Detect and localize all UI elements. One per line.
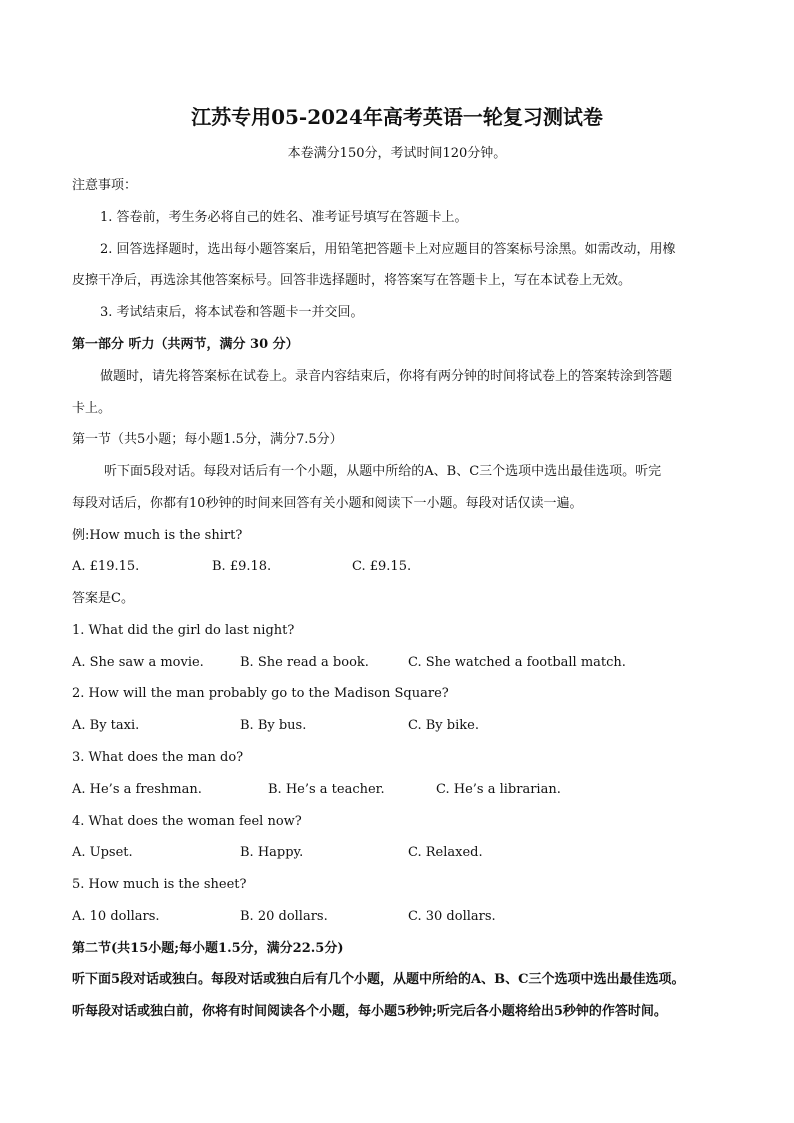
question-5-option-b: B. 20 dollars. (240, 909, 328, 924)
question-1: 1. What did the girl do last night? (72, 623, 295, 638)
question-2: 2. How will the man probably go to the Madison Square? (72, 686, 449, 701)
notice-item-3: 3. 考试结束后，将本试卷和答题卡一并交回。 (100, 305, 364, 320)
question-3-option-c: C. He’s a librarian. (436, 782, 561, 797)
example-option-c: C. £9.15. (352, 559, 412, 574)
example-answer: 答案是C。 (72, 591, 134, 606)
page-title: 江苏专用05-2024年高考英语一轮复习测试卷 (191, 105, 603, 129)
question-2-option-a: A. By taxi. (72, 718, 140, 733)
example-option-b: B. £9.18. (212, 559, 272, 574)
example-option-a: A. £19.15. (72, 559, 140, 574)
section2-instruction-2: 听每段对话或独白前，你将有时间阅读各个小题，每小题5秒钟;听完后各小题将给出5秒钟的作答时间。 (72, 1004, 667, 1019)
question-4-option-b: B. Happy. (240, 845, 304, 860)
question-3: 3. What does the man do? (72, 750, 244, 765)
section2-instruction-1: 听下面5段对话或独白。每段对话或独白后有几个小题，从题中所给的A、B、C三个选项中选出最佳选项。 (72, 972, 685, 987)
section1-instruction-1: 听下面5段对话。每段对话后有一个小题，从题中所给的A、B、C三个选项中选出最佳选项。听完 (104, 464, 662, 479)
question-4-option-c: C. Relaxed. (408, 845, 483, 860)
question-4: 4. What does the woman feel now? (72, 814, 302, 829)
question-1-option-a: A. She saw a movie. (72, 655, 204, 670)
question-2-option-c: C. By bike. (408, 718, 479, 733)
question-1-option-c: C. She watched a football match. (408, 655, 626, 670)
question-5-option-a: A. 10 dollars. (72, 909, 160, 924)
question-5-option-c: C. 30 dollars. (408, 909, 496, 924)
section2-heading: 第二节(共15小题;每小题1.5分，满分22.5分) (72, 941, 344, 956)
part1-instruction-1: 做题时，请先将答案标在试卷上。录音内容结束后，你将有两分钟的时间将试卷上的答案转涂到答题 (100, 369, 673, 384)
question-4-option-a: A. Upset. (72, 845, 133, 860)
notice-item-2: 2. 回答选择题时，选出每小题答案后，用铅笔把答题卡上对应题目的答案标号涂黑。如需改动，用橡 (100, 242, 676, 257)
page-subtitle: 本卷满分150分，考试时间120分钟。 (287, 146, 507, 161)
question-3-option-a: A. He’s a freshman. (72, 782, 202, 797)
example-question: 例:How much is the shirt? (72, 528, 243, 543)
notice-item-2-cont: 皮擦干净后，再选涂其他答案标号。回答非选择题时，将答案写在答题卡上，写在本试卷上无效。 (72, 273, 632, 288)
question-3-option-b: B. He’s a teacher. (268, 782, 385, 797)
part1-instruction-2: 卡上。 (72, 401, 112, 416)
section1-instruction-2: 每段对话后，你都有10秒钟的时间来回答有关小题和阅读下一小题。每段对话仅读一遍。 (72, 496, 583, 511)
section1-heading: 第一节（共5小题；每小题1.5分，满分7.5分） (72, 432, 343, 447)
notice-heading: 注意事项： (72, 178, 138, 193)
notice-item-1: 1. 答卷前，考生务必将自己的姓名、准考证号填写在答题卡上。 (100, 210, 468, 225)
question-2-option-b: B. By bus. (240, 718, 307, 733)
question-1-option-b: B. She read a book. (240, 655, 369, 670)
question-5: 5. How much is the sheet? (72, 877, 247, 892)
part1-heading: 第一部分 听力（共两节，满分 30 分） (72, 337, 299, 352)
